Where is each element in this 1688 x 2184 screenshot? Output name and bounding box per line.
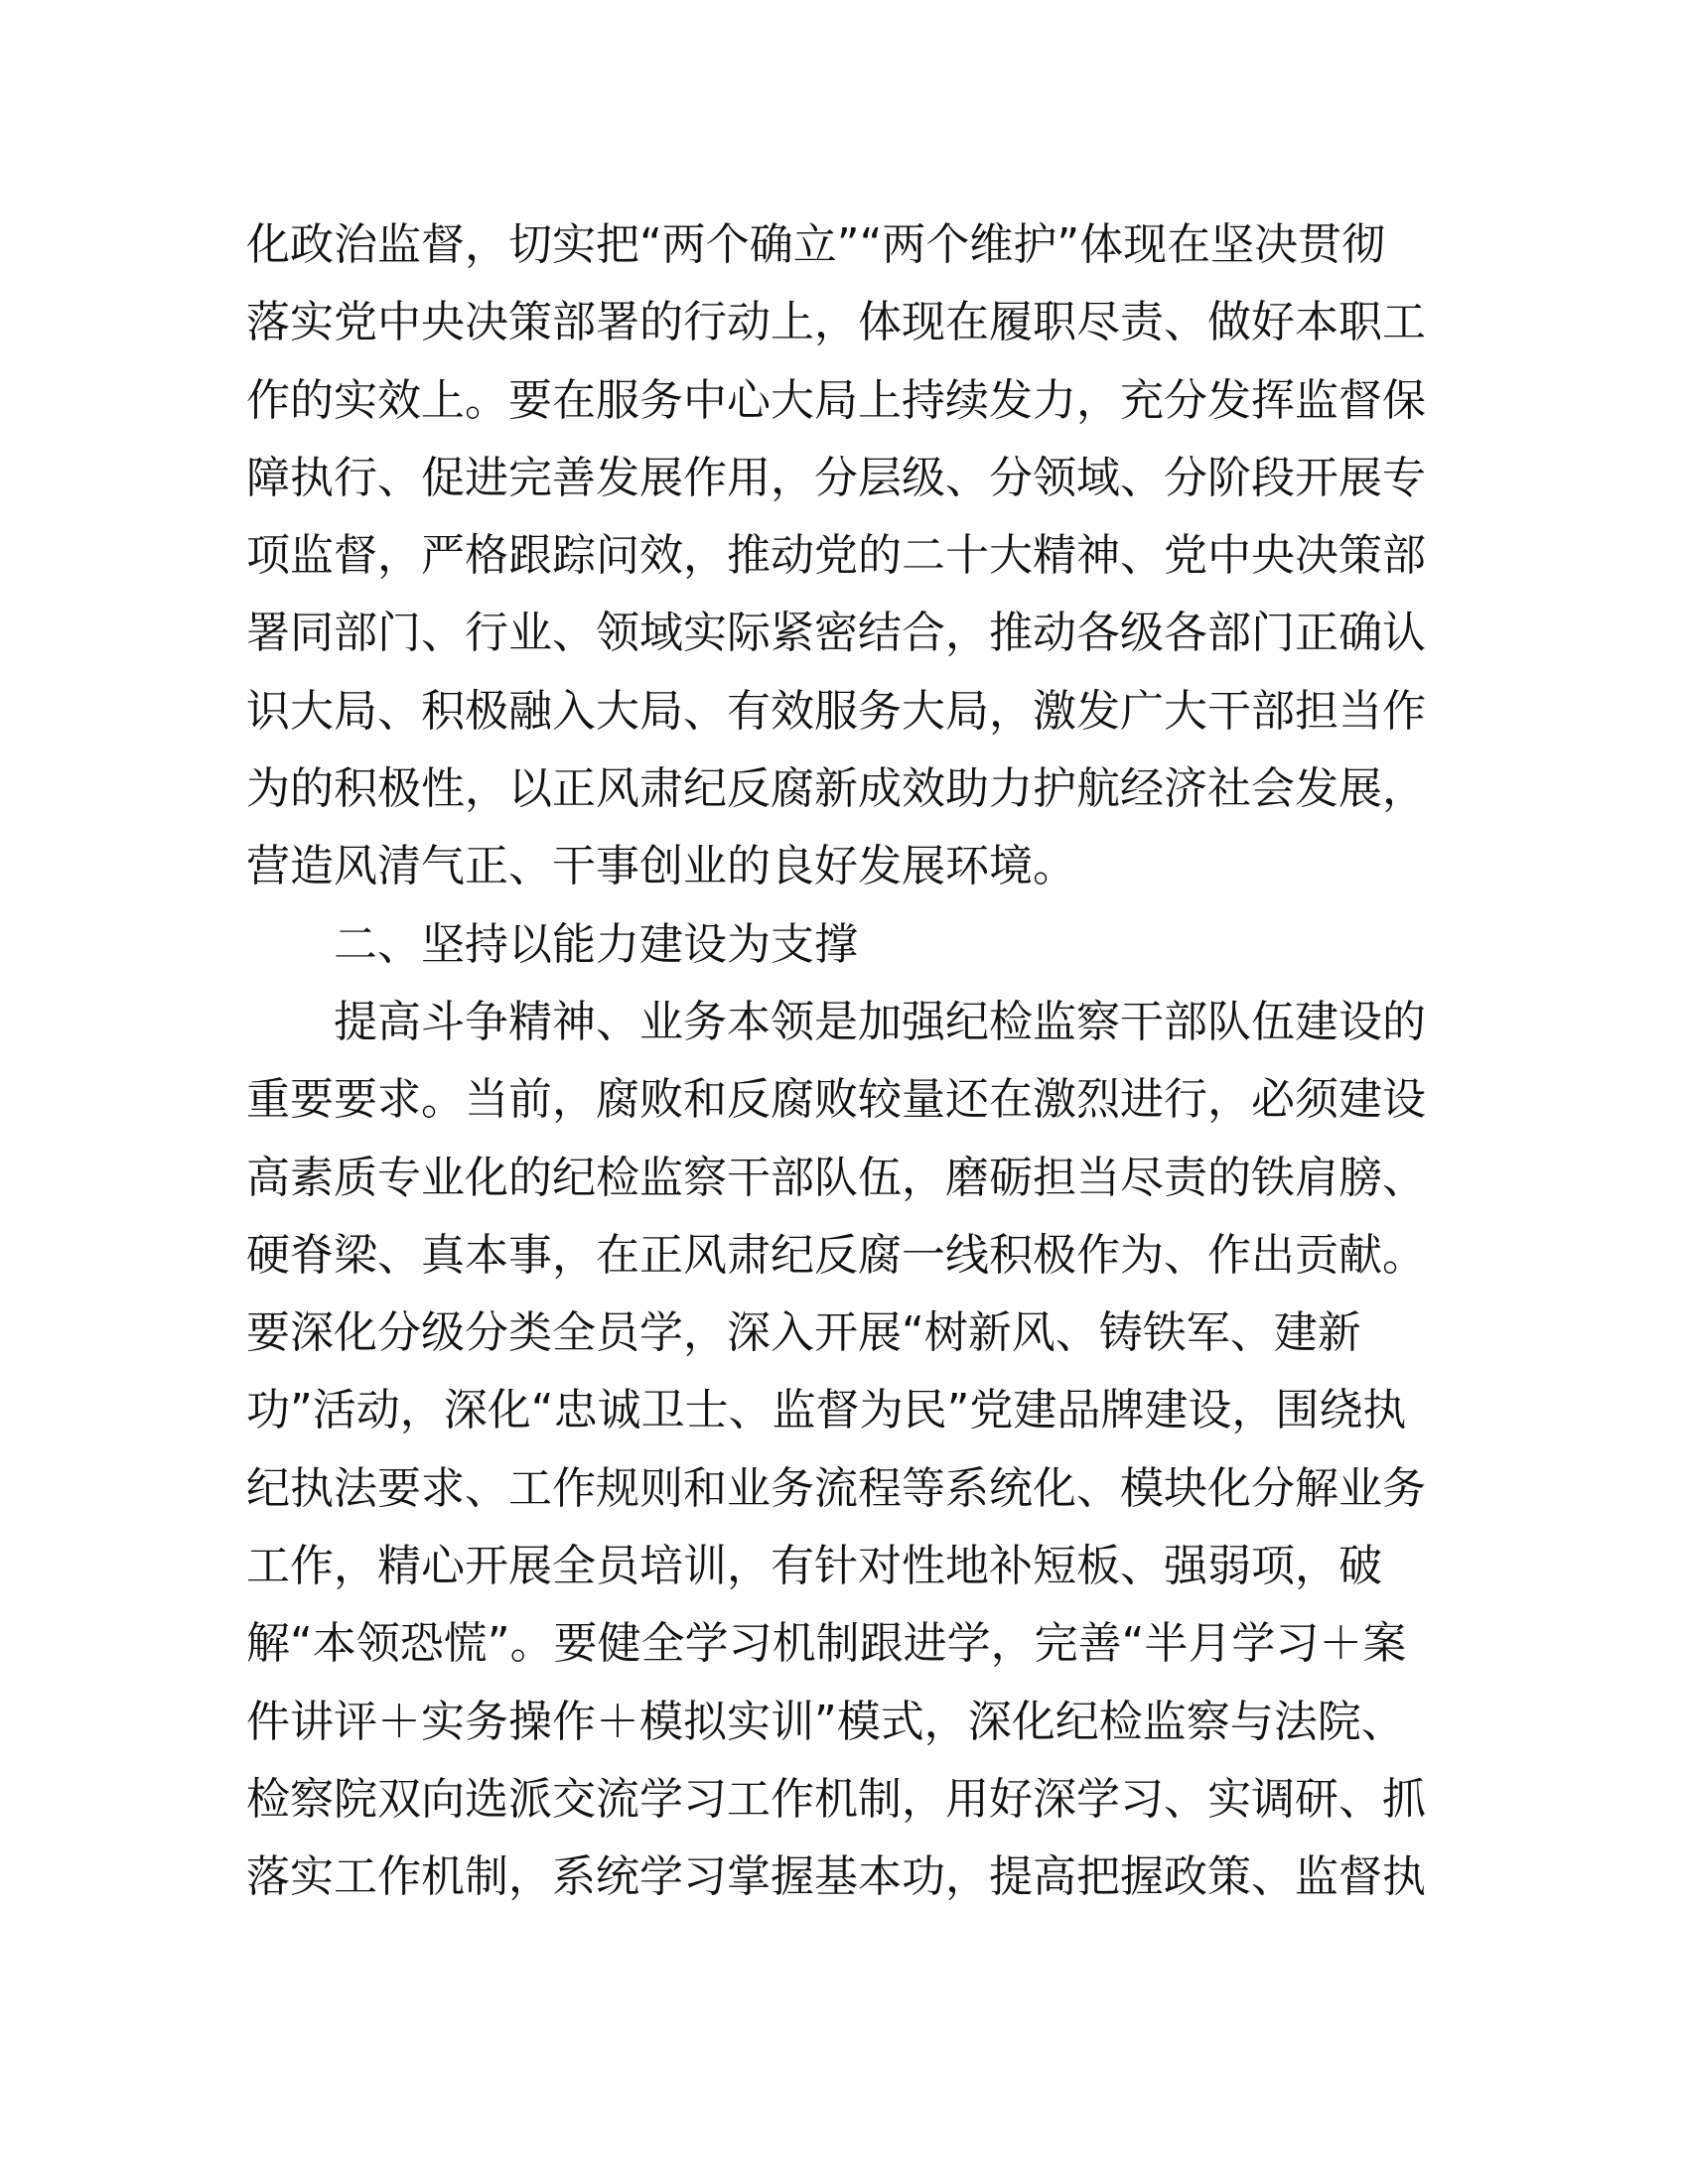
paragraph-line: 高素质专业化的纪检监察干部队伍，磨砺担当尽责的铁肩膀、 (246, 1152, 1426, 1203)
paragraph-line: 为的积极性，以正风肃纪反腐新成效助力护航经济社会发展， (246, 763, 1426, 815)
body-text (246, 206, 1438, 1917)
paragraph-line: 功”活动，深化“忠诚卫士、监督为民”党建品牌建设，围绕执 (246, 1385, 1407, 1436)
paragraph-line: 化政治监督，切实把“两个确立”“两个维护”体现在坚决贯彻 (246, 219, 1386, 270)
paragraph-line: 检察院双向选派交流学习工作机制，用好深学习、实调研、抓 (246, 1773, 1426, 1825)
section-heading: 二、坚持以能力建设为支撑 (334, 918, 858, 970)
paragraph-line: 提高斗争精神、业务本领是加强纪检监察干部队伍建设的 (334, 996, 1426, 1047)
paragraph-line: 作的实效上。要在服务中心大局上持续发力，充分发挥监督保 (246, 374, 1426, 426)
paragraph-line: 解“本领恐慌”。要健全学习机制跟进学，完善“半月学习＋案 (246, 1618, 1407, 1670)
paragraph-line: 项监督，严格跟踪问效，推动党的二十大精神、党中央决策部 (246, 530, 1426, 582)
paragraph-line: 纪执法要求、工作规则和业务流程等系统化、模块化分解业务 (246, 1462, 1426, 1514)
paragraph-line: 要深化分级分类全员学，深入开展“树新风、铸铁军、建新 (246, 1307, 1361, 1359)
paragraph-line: 识大局、积极融入大局、有效服务大局，激发广大干部担当作 (246, 685, 1426, 737)
paragraph-line: 硬脊梁、真本事，在正风肃纪反腐一线积极作为、作出贡献。 (246, 1229, 1426, 1281)
paragraph-line: 营造风清气正、干事创业的良好发展环境。 (246, 841, 1076, 892)
paragraph-line: 重要要求。当前，腐败和反腐败较量还在激烈进行，必须建设 (246, 1074, 1426, 1126)
paragraph-line: 落实党中央决策部署的行动上，体现在履职尽责、做好本职工 (246, 297, 1426, 348)
paragraph-line: 障执行、促进完善发展作用，分层级、分领域、分阶段开展专 (246, 452, 1426, 503)
paragraph-line: 件讲评＋实务操作＋模拟实训”模式，深化纪检监察与法院、 (246, 1696, 1405, 1747)
paragraph-line: 落实工作机制，系统学习掌握基本功，提高把握政策、监督执 (246, 1851, 1426, 1903)
paragraph-line: 工作，精心开展全员培训，有针对性地补短板、强弱项，破 (246, 1541, 1382, 1592)
paragraph-line: 署同部门、行业、领域实际紧密结合，推动各级各部门正确认 (246, 608, 1426, 659)
